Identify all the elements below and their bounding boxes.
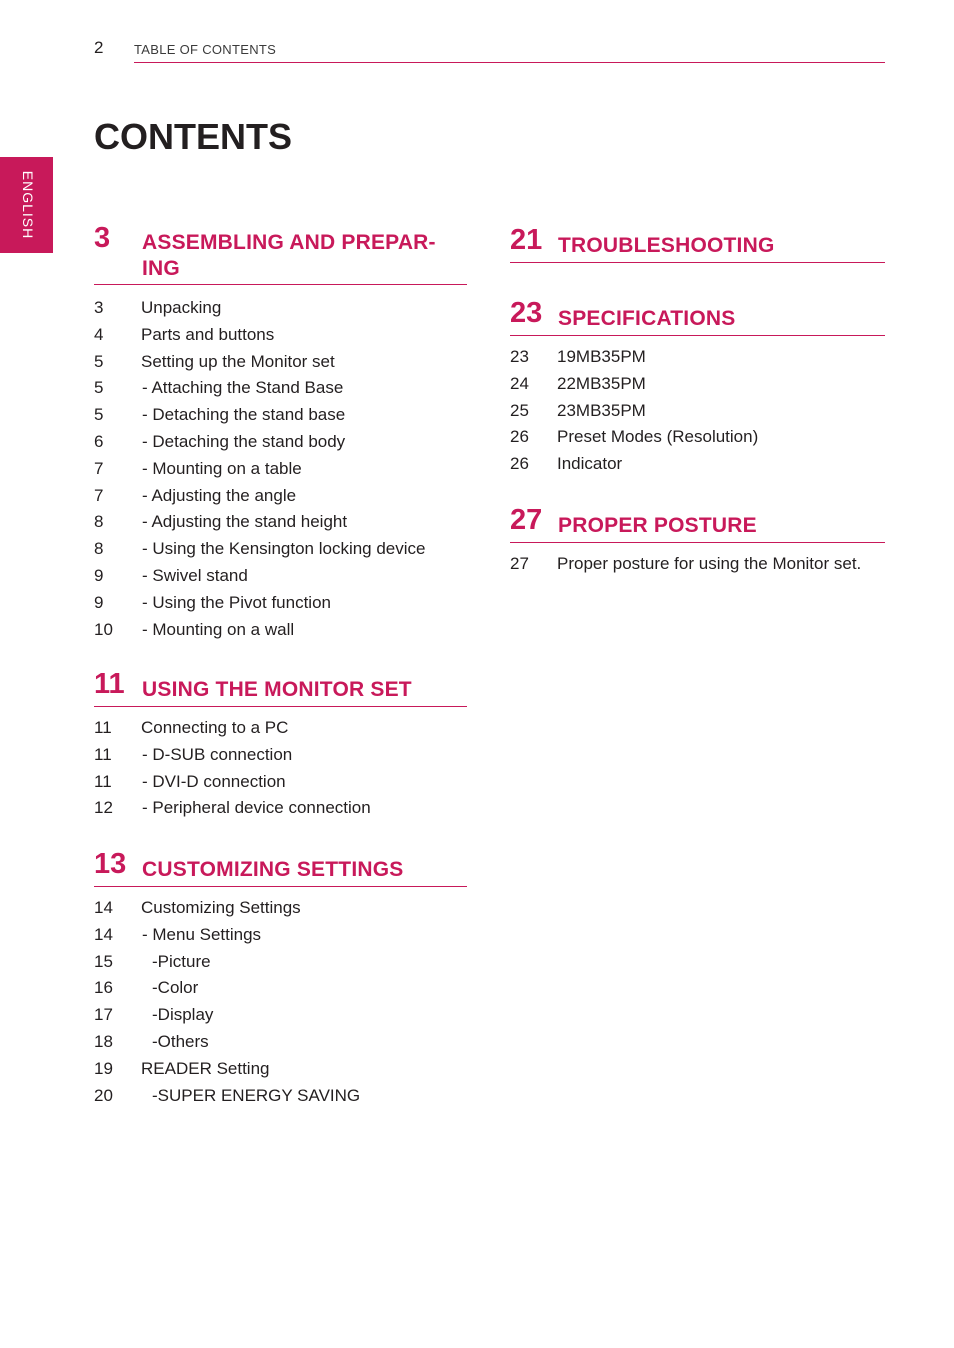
toc-entry-text: 23MB35PM (557, 400, 646, 420)
toc-entry[interactable] (94, 798, 467, 825)
section-number: 3 (94, 222, 111, 254)
entry-list (510, 347, 885, 481)
toc-entry-page: 5 (94, 405, 104, 425)
toc-entry[interactable] (94, 325, 467, 352)
toc-entry-page: 5 (94, 378, 104, 398)
toc-entry-text: - Menu Settings (142, 924, 262, 944)
toc-section-using-monitor (94, 668, 467, 825)
section-heading[interactable] (510, 297, 885, 336)
toc-entry[interactable] (94, 718, 467, 745)
toc-entry-text: -Color (152, 978, 199, 998)
toc-entry[interactable] (510, 374, 885, 401)
toc-entry-text: Indicator (557, 454, 623, 474)
toc-entry[interactable] (94, 978, 467, 1005)
toc-entry-page: 9 (94, 565, 104, 585)
toc-entry[interactable] (94, 745, 467, 772)
toc-entry[interactable] (94, 378, 467, 405)
toc-entry-page: 8 (94, 512, 104, 532)
section-heading[interactable] (510, 504, 885, 543)
toc-entry[interactable] (94, 593, 467, 620)
toc-entry-page: 3 (94, 298, 104, 317)
section-title: SPECIFICATIONS (558, 307, 736, 330)
section-heading[interactable] (94, 222, 467, 285)
page-title: CONTENTS (94, 116, 292, 157)
toc-entry-text: - Adjusting the angle (142, 485, 297, 505)
page-number: 2 (94, 38, 104, 57)
toc-section-specifications (510, 297, 885, 481)
header-rule (134, 62, 885, 63)
toc-entry-page: 26 (510, 454, 529, 474)
toc-entry[interactable] (94, 1086, 467, 1113)
toc-entry[interactable] (510, 454, 885, 481)
toc-entry-text: - Detaching the stand body (142, 431, 346, 451)
toc-entry-text: - Detaching the stand base (142, 405, 346, 425)
toc-entry[interactable] (510, 554, 885, 581)
toc-entry[interactable] (94, 432, 467, 459)
toc-entry[interactable] (510, 347, 885, 374)
toc-entry-text: READER Setting (141, 1058, 270, 1078)
running-title: TABLE OF CONTENTS (134, 42, 277, 57)
toc-entry-page: 25 (510, 400, 529, 420)
toc-entry-page: 11 (94, 744, 112, 764)
toc-entry-page: 11 (94, 718, 112, 737)
section-title: USING THE MONITOR SET (142, 678, 412, 701)
toc-entry[interactable] (94, 1032, 467, 1059)
toc-entry-text: - Adjusting the stand height (142, 512, 348, 532)
toc-entry-page: 19 (94, 1058, 113, 1078)
toc-section-troubleshooting (510, 224, 885, 263)
toc-entry-page: 5 (94, 351, 104, 371)
toc-entry-text: -Display (152, 1005, 214, 1025)
toc-entry-text: -Picture (152, 951, 211, 971)
toc-entry[interactable] (94, 459, 467, 486)
toc-entry[interactable] (94, 952, 467, 979)
toc-entry-text: 22MB35PM (557, 373, 646, 393)
toc-section-assembling (94, 222, 467, 646)
toc-entry[interactable] (94, 352, 467, 379)
toc-entry-page: 26 (510, 427, 529, 447)
toc-entry-text: -SUPER ENERGY SAVING (152, 1085, 361, 1105)
toc-entry-text: Proper posture for using the Monitor set. (557, 554, 862, 573)
toc-entry-page: 8 (94, 539, 104, 559)
toc-entry-text: - Using the Kensington locking device (142, 539, 426, 559)
toc-entry-text: -Others (152, 1031, 209, 1051)
toc-entry-page: 20 (94, 1085, 113, 1105)
toc-entry[interactable] (94, 405, 467, 432)
toc-entry-text: Parts and buttons (141, 324, 275, 344)
section-number: 21 (510, 224, 543, 256)
toc-entry[interactable] (94, 298, 467, 325)
toc-entry-text: - D-SUB connection (142, 744, 293, 764)
toc-entry-page: 9 (94, 592, 104, 612)
entry-list (94, 298, 467, 646)
toc-entry-page: 6 (94, 431, 104, 451)
section-title: PROPER POSTURE (558, 514, 757, 537)
toc-entry[interactable] (94, 925, 467, 952)
toc-entry-text: - Swivel stand (142, 565, 248, 585)
toc-entry[interactable] (94, 1005, 467, 1032)
entry-list (94, 718, 467, 825)
language-tab-label: ENGLISH (20, 170, 36, 240)
toc-entry-text: - Mounting on a wall (142, 619, 295, 639)
toc-section-proper-posture (510, 504, 885, 581)
toc-entry[interactable] (510, 427, 885, 454)
toc-entry-text: - DVI-D connection (142, 771, 286, 791)
toc-entry-page: 23 (510, 347, 529, 366)
section-heading[interactable] (94, 668, 467, 707)
toc-entry-page: 18 (94, 1031, 113, 1051)
toc-entry[interactable] (94, 1059, 467, 1086)
section-title-line-1: ASSEMBLING AND PREPAR- (142, 231, 436, 254)
toc-entry-text: - Mounting on a table (142, 458, 302, 478)
toc-entry-text: 19MB35PM (557, 347, 646, 366)
toc-entry-text: Unpacking (141, 298, 222, 317)
section-number: 23 (510, 297, 543, 329)
toc-entry-text: Preset Modes (Resolution) (557, 427, 759, 447)
toc-entry[interactable] (94, 898, 467, 925)
toc-entry-page: 7 (94, 485, 104, 505)
toc-entry-text: - Attaching the Stand Base (142, 378, 344, 398)
toc-entry-page: 12 (94, 798, 113, 818)
language-tab (0, 157, 53, 253)
toc-entry-page: 16 (94, 978, 113, 998)
toc-entry-page: 4 (94, 324, 104, 344)
toc-entry-page: 7 (94, 458, 104, 478)
toc-entry[interactable] (94, 539, 467, 566)
section-heading[interactable] (510, 224, 885, 263)
section-number: 27 (510, 504, 543, 536)
toc-entry[interactable] (94, 772, 467, 799)
toc-entry-page: 10 (94, 619, 113, 639)
toc-entry-page: 14 (94, 924, 113, 944)
toc-entry-text: - Peripheral device connection (142, 798, 371, 818)
section-number: 11 (94, 668, 125, 700)
toc-entry-text: Setting up the Monitor set (141, 351, 335, 371)
toc-entry-text: - Using the Pivot function (142, 592, 331, 612)
toc-entry-page: 11 (94, 771, 112, 791)
section-title: TROUBLESHOOTING (558, 234, 775, 257)
toc-entry[interactable] (510, 401, 885, 428)
toc-entry[interactable] (94, 486, 467, 513)
toc-entry-page: 17 (94, 1005, 113, 1025)
toc-entry[interactable] (94, 566, 467, 593)
toc-entry-page: 24 (510, 373, 529, 393)
toc-entry-text: Customizing Settings (141, 898, 301, 917)
toc-entry-page: 14 (94, 898, 113, 917)
toc-entry-text: Connecting to a PC (141, 718, 289, 737)
toc-entry-page: 15 (94, 951, 113, 971)
section-title: CUSTOMIZING SETTINGS (142, 858, 404, 881)
entry-list (510, 554, 885, 581)
toc-entry[interactable] (94, 620, 467, 647)
toc-section-customizing (94, 848, 467, 1112)
toc-entry[interactable] (94, 512, 467, 539)
section-number: 13 (94, 848, 127, 880)
section-title-line-2: ING (142, 257, 180, 280)
section-heading[interactable] (94, 848, 467, 887)
toc-entry-page: 27 (510, 554, 529, 573)
entry-list (94, 898, 467, 1112)
